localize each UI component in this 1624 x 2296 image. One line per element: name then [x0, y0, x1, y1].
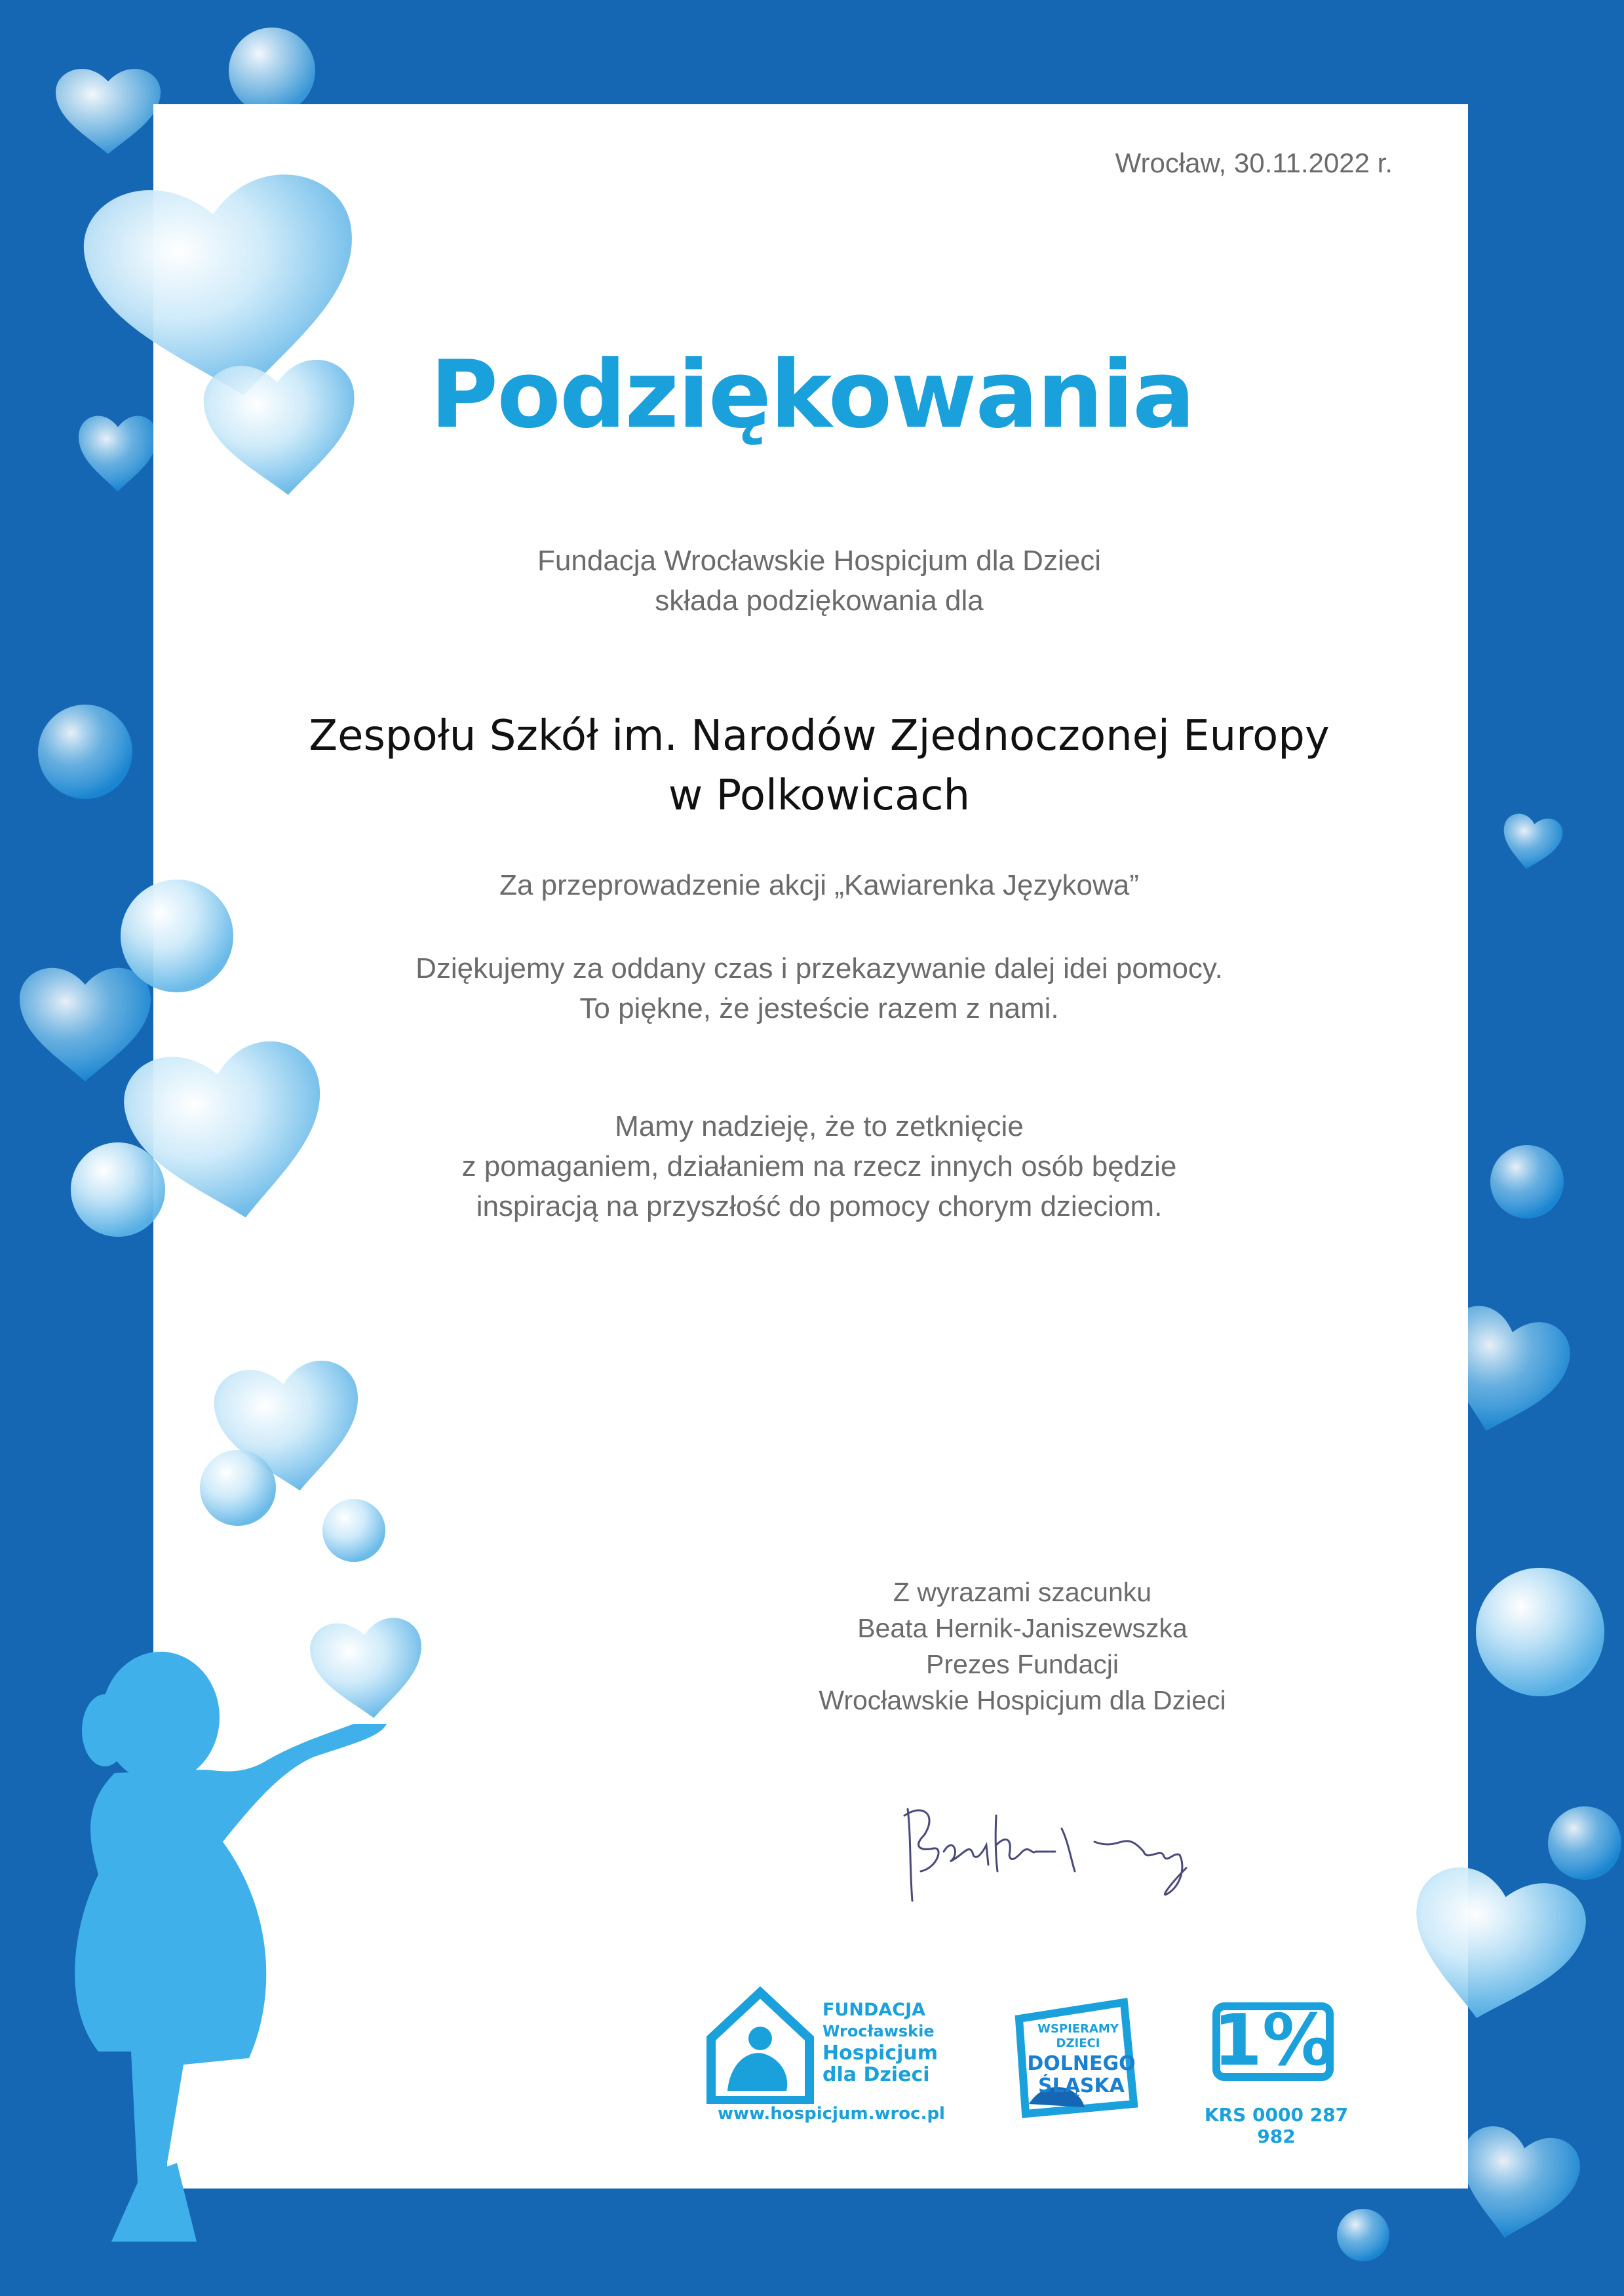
house-hands-icon [705, 1986, 816, 2104]
signature-block [786, 1574, 1258, 1719]
hope-line: inspiracją na przyszłość do pomocy chorym dzieciom. [476, 1190, 1163, 1222]
signer-organization: Wrocławskie Hospicjum dla Dzieci [819, 1685, 1226, 1715]
thanks-text [0, 948, 1624, 1028]
intro-line: składa podziękowania dla [655, 585, 984, 617]
signer-name: Beata Hernik-Janiszewszka [857, 1613, 1188, 1643]
thanks-line: To piękne, że jesteście razem z nami. [579, 992, 1059, 1024]
recipient-name [0, 707, 1624, 826]
ds-big-line: DOLNEGO [1027, 2052, 1136, 2075]
dolny-slask-logo [1006, 1993, 1144, 2120]
ds-big-line: ŚLĄSKA [1037, 2074, 1125, 2097]
intro-text [0, 541, 1624, 621]
foundation-url: www.hospicjum.wroc.pl [718, 2104, 945, 2124]
foundation-logo-line: Wrocławskie [822, 2022, 935, 2040]
foundation-logo-line: Hospicjum [822, 2042, 938, 2065]
krs-number: KRS 0000 287 982 [1204, 2104, 1349, 2147]
recipient-line: Zespołu Szkół im. Narodów Zjednoczonej Europy [309, 712, 1330, 760]
ds-small-line: DZIECI [1056, 2036, 1100, 2050]
hope-line: Mamy nadzieję, że to zetknięcie [615, 1110, 1024, 1142]
hope-line: z pomaganiem, działaniem na rzecz innych osób będzie [461, 1150, 1177, 1182]
page-title: Podziękowania [430, 341, 1194, 449]
document-date: Wrocław, 30.11.2022 r. [1115, 147, 1393, 178]
hope-text [0, 1106, 1624, 1226]
one-percent-logo [1186, 2000, 1366, 2147]
recipient-line: w Polkowicach [668, 771, 971, 820]
ds-small-line: WSPIERAMY [1037, 2022, 1119, 2036]
intro-line: Fundacja Wrocławskie Hospicjum dla Dzieci [537, 545, 1101, 577]
sign-line: Z wyrazami szacunku [893, 1577, 1152, 1607]
handwritten-signature-icon [898, 1789, 1199, 1914]
thanks-line: Dziękujemy za oddany czas i przekazywanie dalej idei pomocy. [416, 952, 1223, 984]
foundation-logo-line: dla Dzieci [822, 2063, 930, 2086]
child-silhouette-icon [75, 1652, 387, 2242]
signer-role: Prezes Fundacji [926, 1649, 1119, 1679]
foundation-logo-line: FUNDACJA [822, 2000, 926, 2020]
one-percent-label: 1% [1212, 2000, 1334, 2082]
reason-text: Za przeprowadzenie akcji „Kawiarenka Językowa” [499, 869, 1139, 901]
foundation-logo [705, 1986, 950, 2133]
